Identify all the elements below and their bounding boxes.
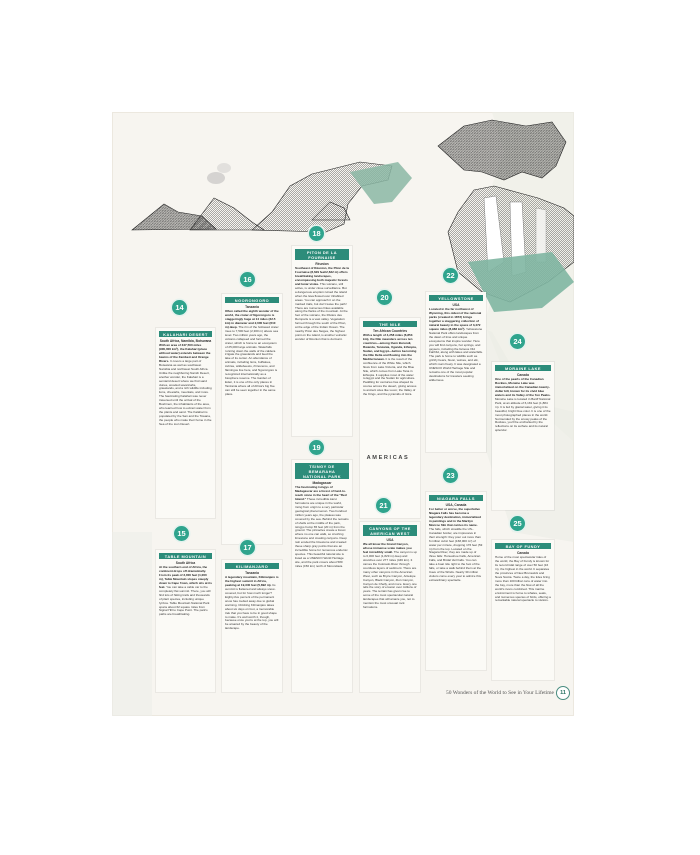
entry-lead: With an area of 347,500 miles (900,000 km²), the Kalahari (place without water) extends between the basins of the Zambezi and Orange Rivers. [159, 342, 211, 363]
entry-location: USA [386, 537, 394, 542]
entry-card-yellowstone [426, 292, 486, 452]
entry-body: These incredible karst formations are unique in the world, rising from origin to a very particular geological phenomenon. Two hundred million years ago, the plateau was covered by the sea. Behind the remains of shells at the middle of the park, tsingys hump 65 feet (20 m) from the ground. The pinnacles create a forest where no one can walk, so crushing limestone and creating canyons. Deep rain eroded the limestone and created these sharp gray points that are an incredible home for numerous endemic species. This beautiful natural site is listed as a UNESCO World Heritage site, and the park covers about 580 miles (150 km) north of Morondava. [295, 496, 349, 569]
entry-body: Its summit is flattened and always snow-covered, but for how much longer? Eighty-five percent of the permanent snow has melted away due to global warming. Climbing Kilimanjaro takes about six days on foot, a memorable trek that you have to be in good shape to make. It's well worth it, though, because once you're at the top, you will be amazed by the beauty of the landscape. [225, 582, 279, 631]
entry-title: NIAGARA FALLS [429, 495, 483, 501]
entry-body: You can take a cable car to the completely flat summit. There, you will find lots of hiking trails and thousands of plant species, including unique fynbos. Table Mountain National Park spans about 62 square miles from Signal Hill to Cape Point. The park's paths are breathtaking. [159, 584, 211, 617]
entry-title: NGORONGORO [225, 297, 279, 303]
entry-title: TABLE MOUNTAIN [159, 553, 212, 559]
entry-card-niagara-falls [426, 492, 486, 670]
entry-lead: For better or worse, the superlative Niagara Falls has become a legendary destination, immortalized in paintings and in the Marilyn Monroe film that carries its name. [429, 506, 481, 527]
entry-title: TSINGY DE BEMARAHA NATIONAL PARK [295, 463, 349, 479]
entry-body: It is the result of the confluence of the White Nile, which flows from Lake Victoria, and the Blue Nile, which comes from Lake Tana in Ethiopia. It supplies most of the water to Egypt and the Sudan for agriculture. Paddling for centuries has shaped its course across the desert, giving access to ancient sites like Luxor, the Valley of the Kings, and the pyramids of Giza. [363, 356, 417, 397]
entry-title: MORAINE LAKE [495, 365, 551, 371]
entry-number-badge: 25 [510, 516, 525, 531]
section-label-americas: AMERICAS [366, 455, 410, 461]
entry-card-moraine-lake [492, 362, 554, 510]
entry-location: South Africa, Namibia, Botswana [159, 338, 212, 343]
entry-lead: A legendary mountain, Kilimanjaro is the highest summit in Africa, peaking at 19,340 feet (5,892 m). [225, 574, 279, 587]
entry-number-badge: 19 [309, 440, 324, 455]
entry-card-bay-of-fundy [492, 540, 554, 680]
entry-body: The canyon is up to 6,000 feet (1,829 m) deep and stretches over 277 miles (446 km). It carves the Colorado River through countless layers of sediment. There are many other canyons in the American West, such as Bryce Canyon, Antelope Canyon, Black Canyon, Zion Canyon, Canyon de Chelly, and more. Every one tells the story of erosion over millions of years. The terrain has given rise to some of the most spectacular natural landscapes that will amaze you, not to mention the most unusual rock formations. [363, 549, 417, 610]
entry-lead: Often called the eighth wonder of the world, the crater of Ngorongoro is staggeringly huge at 14 miles (22.5 km) in diameter and 2,000 feet (610 m) deep. [225, 308, 279, 329]
entry-location: Canada [517, 372, 529, 377]
entry-location: Réunion [315, 261, 329, 266]
entry-number-badge: 18 [309, 226, 324, 241]
entry-title: PITON DE LA FOURNAISE [295, 249, 349, 260]
entry-number-badge: 24 [510, 334, 525, 349]
plateau-cliff-sketch [252, 162, 412, 232]
entry-card-canyons-of-the-american-west [360, 522, 420, 692]
waterfall-sketch [438, 120, 574, 312]
entry-card-table-mountain [156, 550, 215, 692]
entry-lead: One of the pearls of the Canadian Rockies, Moraine Lake was immortalized on the Canadian twenty-dollar bill, known for its vivid blue waters and its Valley of the Ten Peaks. [495, 376, 551, 397]
entry-card-ngorongoro [222, 294, 282, 544]
entry-location: South Africa [175, 560, 196, 565]
entry-number-badge: 15 [174, 526, 189, 541]
entry-location: Ten African Countries [372, 328, 408, 333]
entry-body: The rim of the hollowed crater rises to 7,500 feet (2,300 m) above sea level. Two million years ago, the volcano collapsed and formed the crater, which is home to an ecosystem of 25,000 large animals. Waterfalls running down the walls of the caldera irrigate the grasslands and feed the lake of its center. An abundance of animals, including lions, buffaloes, zebras, wildebeests, rhinoceros, and flamingos live here, and Ngorongoro is recognized internationally as a biosphere reserve. The Garden of Eden, it is one of the only places in Tanzania where all of Africa's big five can still be seen together in the same place. [225, 324, 279, 396]
entry-number-badge: 20 [377, 290, 392, 305]
entry-lead: Located in the far northwest of Wyoming, this oldest of the national parks (created in 1872) brings together a staggering collection of natural beauty in the space of 3,472 square miles (8,983 km²). [429, 306, 482, 331]
entry-number-badge: 21 [376, 498, 391, 513]
entry-lead: We all know the Grand Canyon, whose immense scale makes you feel incredibly small. [363, 541, 412, 554]
entry-body: Yellowstone National Park offers landscapes from the dawn of time and unique ecosystems that inspire wonder. Here you will find canyons, hot springs, and geysers, including the famous Old Faithful, along with lakes and waterfalls. The park is home to wildlife such as grizzly bears, bison, wolves, and elk, which roam freely. It was designated a UNESCO World Heritage Site and remains one of the most popular destinations for travelers seeking wilderness. [429, 326, 483, 383]
entry-number-badge: 14 [172, 300, 187, 315]
entry-location: USA [452, 302, 460, 307]
entry-lead: With a length of 4,258 miles (6,853 km), the Nile meanders across ten countries—among them Burundi, Rwanda, Tanzania, Uganda, Ethiopia, Sudan, and Egypt—before becoming the Nile Delta and flowing into the Mediterranean. [363, 332, 417, 361]
entry-body: Moraine Lake is located in Banff National Park, at an altitude of 6,181 feet (1,884 m). It is fed by glacial water, giving it its beautiful, bright blue color. It is one of the most photographed places in the world. Surrounded by the snowy peaks of the Rockies, you'll be enchanted by the reflections on its surface and its natural splendor. [495, 396, 551, 433]
book-page [112, 112, 574, 716]
entry-card-the-nile [360, 318, 420, 518]
entry-number-badge: 22 [443, 268, 458, 283]
entry-body: It covers a large part of Botswana as well as southwest Namibia and northwest South Africa. Unlike the neighboring Namib Desert, another wonder, the Kalahari is a semiarid desert where we find sand dunes, wooded savannahs, grasslands, and a rich wildlife including lions, cheetahs, meerkats, and more. The fascinating Kalahari was never traversed until the arrival of the Bushmen, the inhabitants of the area, who learned how to extract water from the plants and sand. The Kalahari is populated by the San and the Tswana, the people who make their home in the Sea of the Lion Desert. [159, 358, 212, 427]
entry-title: KILIMANJARO [225, 563, 279, 569]
entry-lead: Southeast of Réunion, the Piton de la Fournaise (8,629 feet/2,632 m) offers breathtaking landscapes, encompassing both majestic forests and lunar vistas. [295, 265, 349, 286]
entry-card-tsingy-de-bemaraha [292, 460, 352, 692]
entry-card-kilimanjaro [222, 560, 282, 692]
entry-location: USA, Canada [445, 502, 467, 507]
entry-location: Tanzania [245, 570, 259, 575]
entry-number-badge: 23 [443, 468, 458, 483]
entry-title: KALAHARI DESERT [159, 331, 212, 337]
entry-number-badge: 17 [240, 540, 255, 555]
entry-body: Home of the most spectacular tides of the world, the Bay of Fundy is known for its record tidal range of over 50 feet (16 m), the highest in the world. It separates the provinces of New Brunswick and Nova Scotia. Twice a day, the tides bring more than 100 billion tons of water into the bay, more than the flow of all the world's rivers combined. This marine environment is home to whales, seals, and numerous species of birds, offering a remarkable natural spectacle to visitors. [495, 554, 551, 603]
entry-body: This volcano, still active, is under close surveillance. But a dangerous eruption ruined the island when the lava flowed over inhabited areas. You can approach it on the marked trails, but don't leave the path! There are numerous hikes available along the flanks of the mountain. At the foot of the volcano, the Rivière des Remparts is a vast valley. Vegetation formed through the south of the Piton, at the edge of the Indian Ocean. The nearby Piton des Neiges, the highest point on the island, is another volcanic wonder of Réunion that is dormant. [295, 281, 348, 342]
entry-location: Madagascar [312, 480, 332, 485]
page-number: 11 [556, 686, 570, 700]
entry-title: CANYONS OF THE AMERICAN WEST [363, 525, 417, 536]
entry-title: BAY OF FUNDY [495, 543, 551, 549]
entry-body: The falls, which straddle the US–Canadian border, are impressive in their strength: they pour out more than 6 million cubic feet (168,000 m³) of water per minute, dropping 176 feet (53 m) from the top. Located on the Niagara River, they are made up of three falls: Horseshoe Falls, American Falls, and Bridal Veil Falls. You can take a boat ride right to the foot of the falls, or take a walk behind them at the Cave of the Winds. Nearly 30 million visitors come every year to admire this extraordinary spectacle. [429, 526, 483, 583]
entry-lead: The fascinating tsingys of Madagascar are a forest of hard-to-reach stone in the heart of the "Red Island." [295, 484, 347, 501]
entry-number-badge: 16 [240, 272, 255, 287]
entry-lead: At the southern end of Africa, the continent drops off dramatically. From its peak of 3,000 feet (1,000 m), Table Mountain slopes steeply down to Cape Town, which sits at its feet. [159, 564, 212, 589]
footer-book-title: 50 Wonders of the World to See in Your Lifetime [446, 690, 554, 696]
entry-card-kalahari-desert [156, 328, 215, 518]
entry-card-piton-de-la-fournaise [292, 246, 352, 436]
entry-location: Tanzania [245, 304, 259, 309]
entry-location: Canada [517, 550, 529, 555]
entry-title: YELLOWSTONE [429, 295, 483, 301]
entry-title: THE NILE [363, 321, 417, 327]
